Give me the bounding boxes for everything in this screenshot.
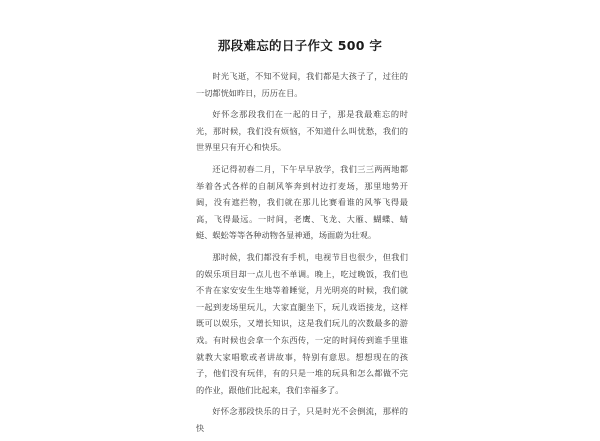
paragraph: 还记得初春二月，下午早早放学，我们三三两两地都举着各式各样的自制风筝奔到村边打麦场，那里地势开阔，没有遮拦物，我们就在那儿比赛看谁的风筝飞得最高，飞得最远。一时间，老鹰、飞龙、大雁、蝴蝶、蜻蜓、蜈蚣等等各种动物各显神通，场面蔚为壮观。 (196, 163, 408, 241)
paragraph: 好怀念那段我们在一起的日子，那是我最难忘的时光，那时候，我们没有烦恼，不知道什么叫忧愁，我们的世界里只有开心和快乐。 (196, 109, 408, 153)
paragraph: 那时候，我们都没有手机，电视节目也很少，但我们的娱乐项目却一点儿也不单调。晚上，吃过晚饭，我们也不肯在家安安生生地等着睡觉，月光明亮的时候，我们就一起到麦场里玩儿，大家直腿坐下，玩儿戏语接龙，这样既可以娱乐，又增长知识，这是我们玩儿的次数最多的游戏。有时候也会拿一个东西传，一定的时间传到谁手里谁就教大家唱歌或者讲故事，特别有意思。想想现在的孩子，他们没有玩伴，有的只是一堆的玩具和怎么都做不完的作业，跟他们比起来，我们幸福多了。 (196, 251, 408, 395)
paragraph: 好怀念那段快乐的日子，只是时光不会倒流，那样的快 (196, 406, 408, 433)
document-body (196, 68, 408, 441)
document-title: 那段难忘的日子作文 500 字 (217, 38, 383, 53)
paragraph: 时光飞逝，不知不觉间，我们都是大孩子了，过往的一切都恍如昨日，历历在目。 (196, 71, 408, 98)
